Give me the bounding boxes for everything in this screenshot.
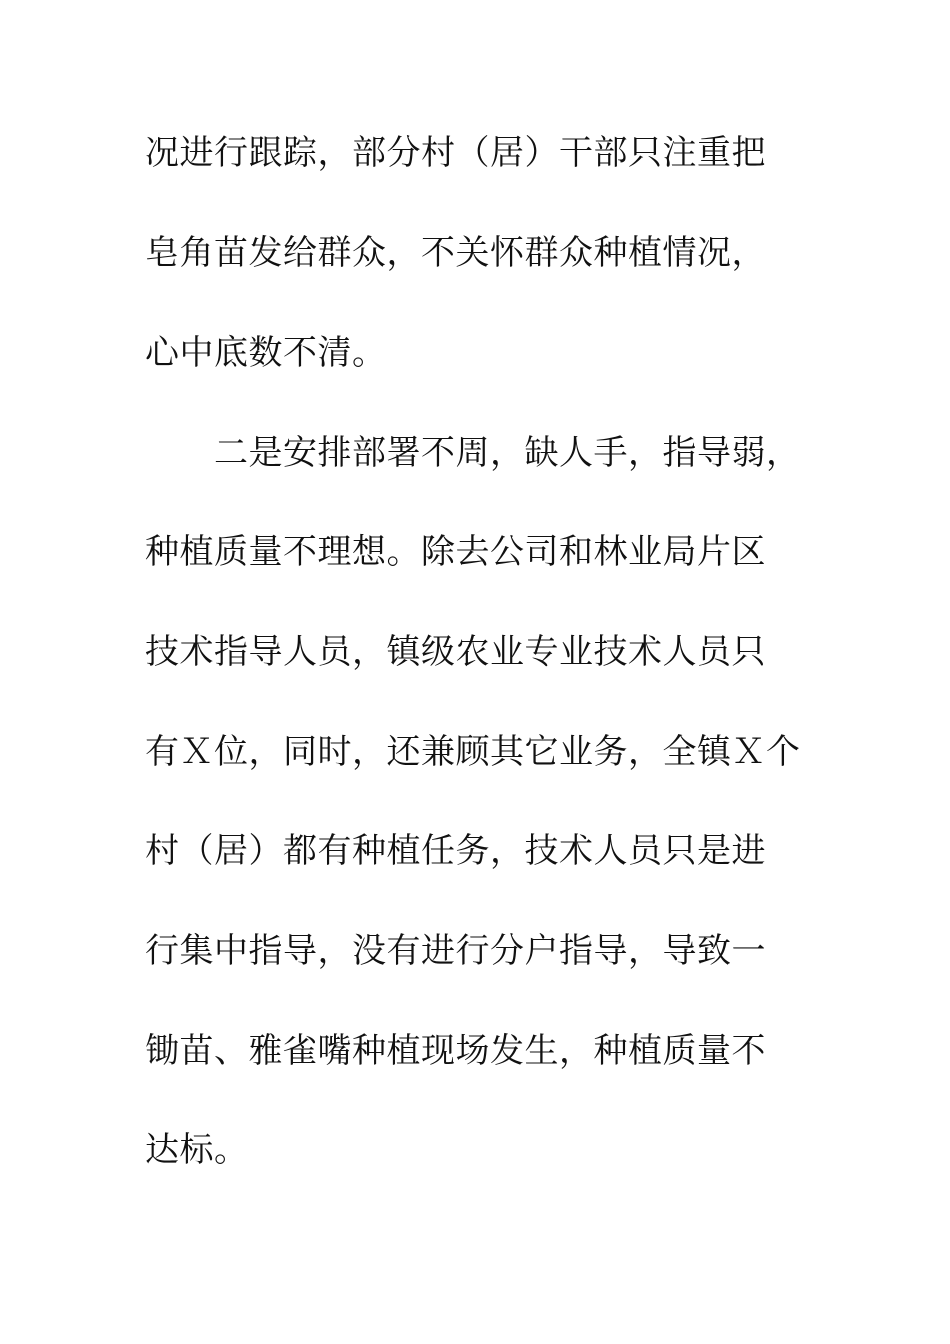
text-line-2: 皂角苗发给群众，不关怀群众种植情况， bbox=[145, 233, 766, 273]
text-line-4: 二是安排部署不周，缺人手，指导弱， bbox=[214, 433, 801, 473]
text-line-11: 达标。 bbox=[145, 1130, 249, 1170]
text-line-5: 种植质量不理想。除去公司和林业局片区 bbox=[145, 532, 766, 572]
text-line-7: 有Ｘ位，同时，还兼顾其它业务，全镇Ｘ个 bbox=[145, 732, 801, 772]
text-line-8: 村（居）都有种植任务，技术人员只是进 bbox=[145, 831, 766, 871]
text-line-3: 心中底数不清。 bbox=[145, 333, 387, 373]
text-line-6: 技术指导人员，镇级农业专业技术人员只 bbox=[145, 632, 766, 672]
text-line-9: 行集中指导，没有进行分户指导，导致一 bbox=[145, 931, 766, 971]
text-line-1: 况进行跟踪，部分村（居）干部只注重把 bbox=[145, 133, 766, 173]
text-line-10: 锄苗、雅雀嘴种植现场发生，种植质量不 bbox=[145, 1031, 766, 1071]
